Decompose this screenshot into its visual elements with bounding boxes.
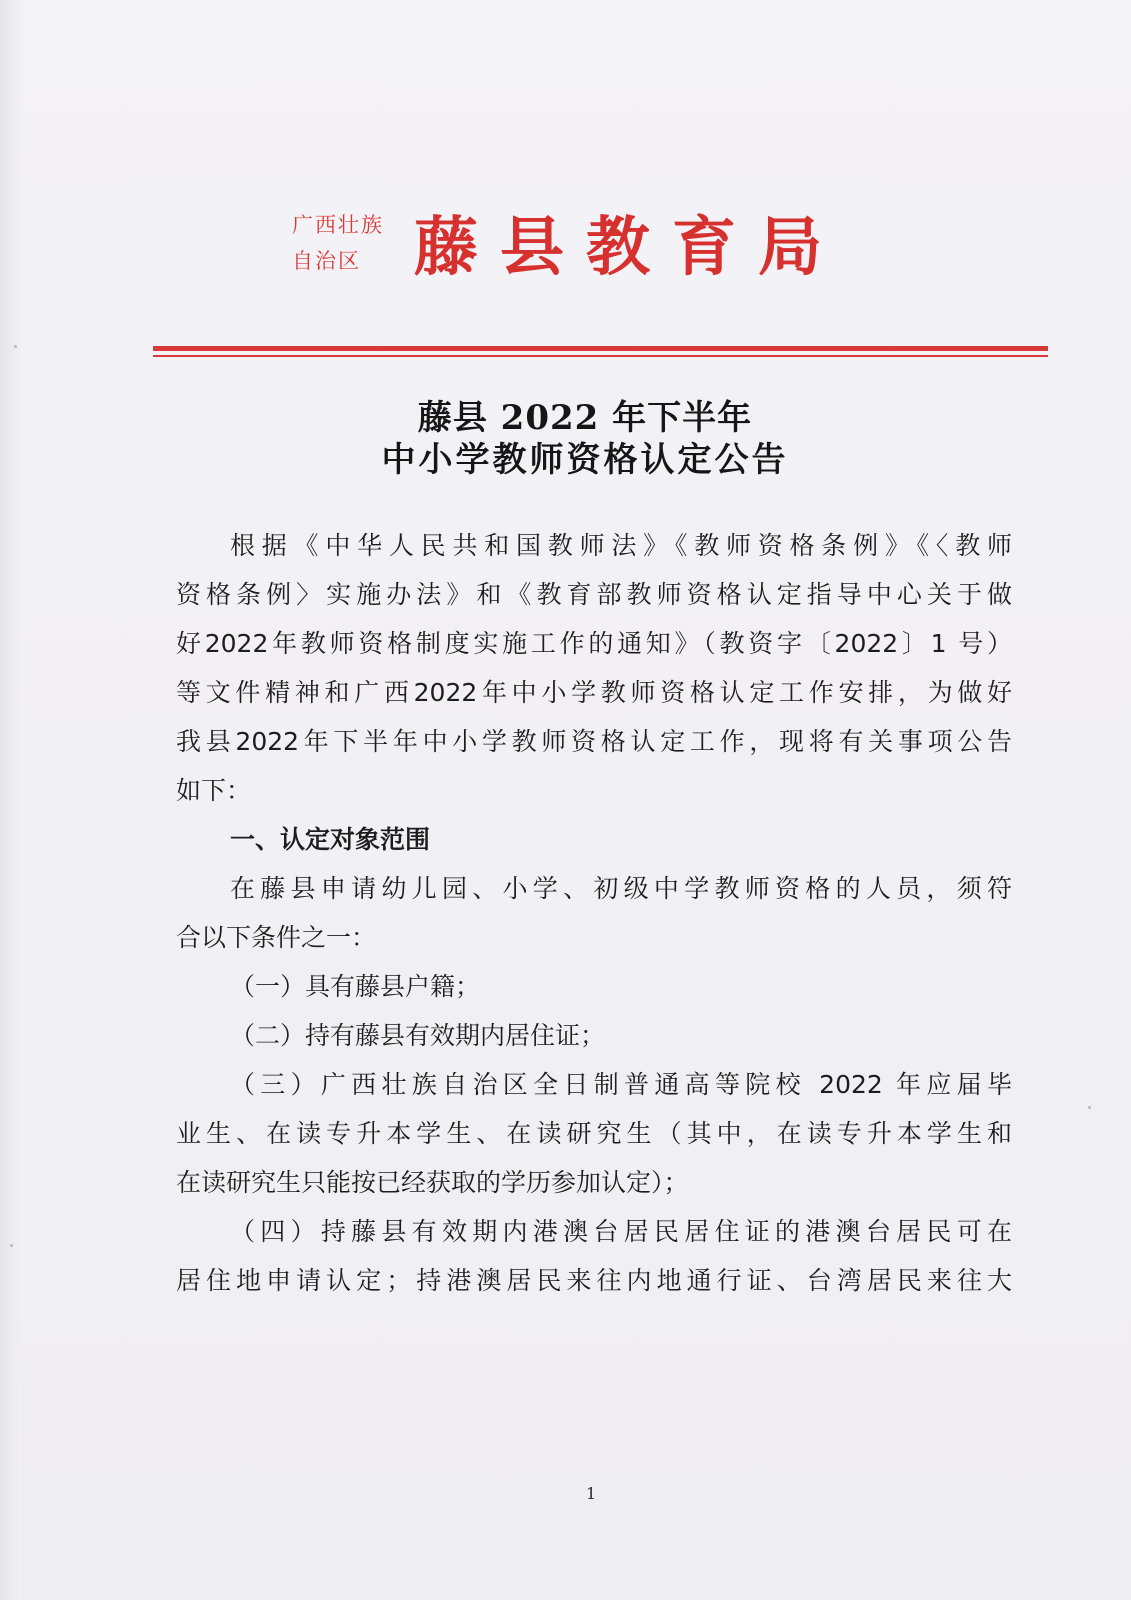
scan-speck [10, 1244, 13, 1247]
region-name-line1: 广西壮族 [292, 213, 384, 237]
body-line: 业生、在读专升本学生、在读研究生（其中，在读专升本学生和 [176, 1119, 1012, 1148]
list-item: （二）持有藤县有效期内居住证； [230, 1021, 606, 1050]
red-header-rule-thin [153, 355, 1048, 357]
page-number: 1 [586, 1484, 597, 1503]
scan-speck [1088, 1106, 1091, 1109]
body-line: 如下： [176, 776, 252, 805]
scan-edge-shadow [0, 0, 22, 1600]
body-line: 居住地申请认定；持港澳居民来往内地通行证、台湾居民来往大 [176, 1266, 1012, 1295]
body-line: 我县2022年下半年中小学教师资格认定工作，现将有关事项公告 [176, 727, 1012, 756]
body-line: 合以下条件之一： [176, 923, 377, 952]
body-line: 资格条例〉实施办法》和《教育部教师资格认定指导中心关于做 [176, 580, 1012, 609]
list-item: （四）持藤县有效期内港澳台居民居住证的港澳台居民可在 [230, 1217, 1012, 1246]
section-heading: 一、认定对象范围 [230, 825, 431, 854]
list-item: （三）广西壮族自治区全日制普通高等院校 2022 年应届毕 [230, 1070, 1012, 1099]
body-line: 在读研究生只能按已经获取的学历参加认定）； [176, 1168, 689, 1197]
list-item: （一）具有藤县户籍； [230, 972, 481, 1001]
red-header-rule-thick [153, 346, 1048, 351]
region-name-line2: 自治区 [292, 249, 361, 273]
agency-name: 藤县教育局 [414, 210, 844, 285]
body-line: 等文件精神和广西2022年中小学教师资格认定工作安排，为做好 [176, 678, 1012, 707]
body-line: 好2022年教师资格制度实施工作的通知》（教资字〔2022〕1 号） [176, 629, 1012, 658]
scan-speck [14, 345, 17, 348]
body-line: 根据《中华人民共和国教师法》《教师资格条例》《〈教师 [230, 531, 1012, 560]
document-title-line1: 藤县 2022 年下半年 [417, 398, 753, 438]
body-line: 在藤县申请幼儿园、小学、初级中学教师资格的人员，须符 [230, 874, 1012, 903]
document-title-line2: 中小学教师资格认定公告 [381, 440, 789, 480]
